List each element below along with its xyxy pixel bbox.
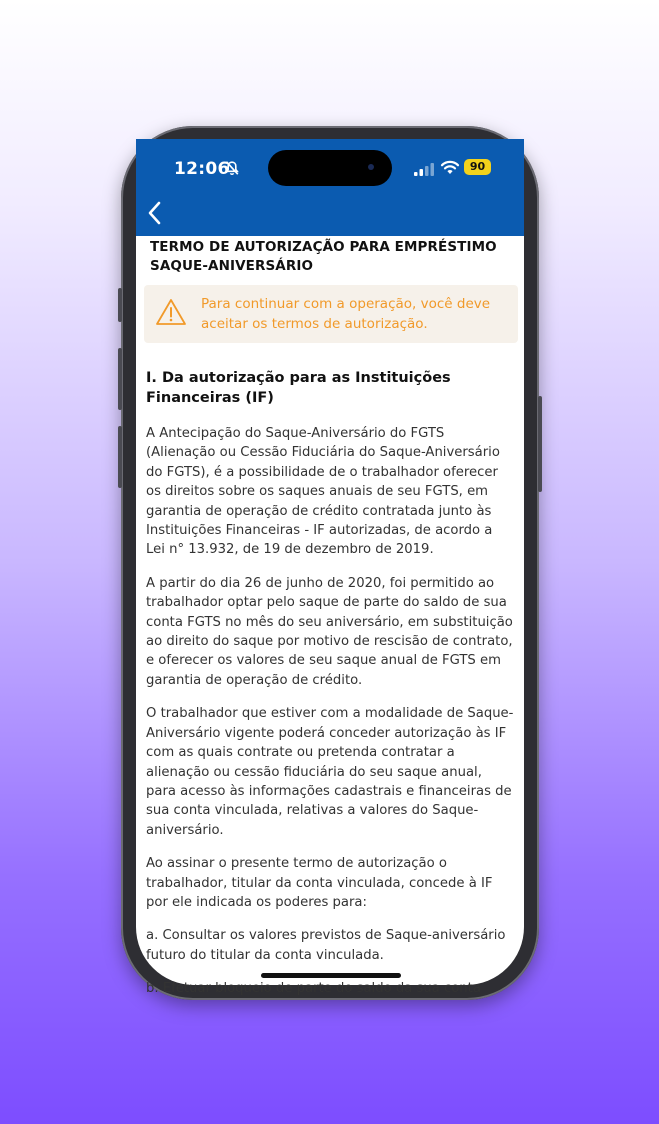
home-indicator[interactable]: [261, 973, 401, 978]
status-time: 12:06: [174, 159, 230, 179]
phone-screen: [136, 139, 524, 997]
phone-frame: [121, 126, 539, 1000]
chevron-left-icon[interactable]: [144, 199, 166, 227]
mute-switch: [118, 288, 122, 322]
document-content[interactable]: [136, 236, 524, 997]
battery-indicator: 90: [464, 159, 491, 175]
power-button: [538, 396, 542, 492]
alert-banner: [144, 285, 518, 343]
paragraph-5: a. Consultar os valores previstos de Saque-aniversário futuro do titular da conta vinculada.: [146, 928, 506, 963]
volume-up-button: [118, 348, 122, 410]
alert-text: Para continuar com a operação, você deve aceitar os termos de autorização.: [201, 296, 491, 332]
wifi-icon: [441, 160, 459, 175]
paragraph-3: O trabalhador que estiver com a modalidade de Saque-Aniversário vigente poderá conceder autorização às IF com as quais contrate ou pretenda contratar a alienação ou cessão fiduciária do seu saque anual, para acesso às informações cadastrais e financeiras de sua conta vinculada, relativas a valores do Saque-aniversário.: [146, 706, 514, 838]
warning-icon: [155, 297, 187, 327]
bell-muted-icon: [224, 160, 240, 176]
paragraph-2: A partir do dia 26 de junho de 2020, foi permitido ao trabalhador optar pelo saque de parte do saldo de sua conta FGTS no mês do seu aniversário, em substituição ao direito do saque por motivo de rescisão de contrato, e oferecer os valores de seu saque anual de FGTS em garantia de operação de crédito.: [146, 575, 513, 688]
section-title: I. Da autorização para as Instituições Financeiras (IF): [146, 370, 451, 406]
document-title: TERMO DE AUTORIZAÇÃO PARA EMPRÉSTIMO SAQUE-ANIVERSÁRIO: [150, 239, 497, 274]
app-header: [136, 139, 524, 236]
dynamic-island: [268, 150, 392, 186]
volume-down-button: [118, 426, 122, 488]
camera-dot: [368, 164, 374, 170]
paragraph-4: Ao assinar o presente termo de autorização o trabalhador, titular da conta vinculada, concede à IF por ele indicada os poderes para:: [146, 856, 493, 910]
paragraph-6: b. Efetuar bloqueio de parte do saldo da sua conta: [146, 981, 481, 997]
cellular-signal-icon: [414, 163, 434, 176]
paragraph-1: A Antecipação do Saque-Aniversário do FGTS (Alienação ou Cessão Fiduciária do Saque-Aniversário do FGTS), é a possibilidade de o trabalhador oferecer os direitos sobre os saques anuais de seu FGTS, em garantia de operação de crédito contratada junto às Instituições Financeiras - IF autorizadas, de acordo a Lei n° 13.932, de 19 de dezembro de 2019.: [146, 426, 500, 558]
